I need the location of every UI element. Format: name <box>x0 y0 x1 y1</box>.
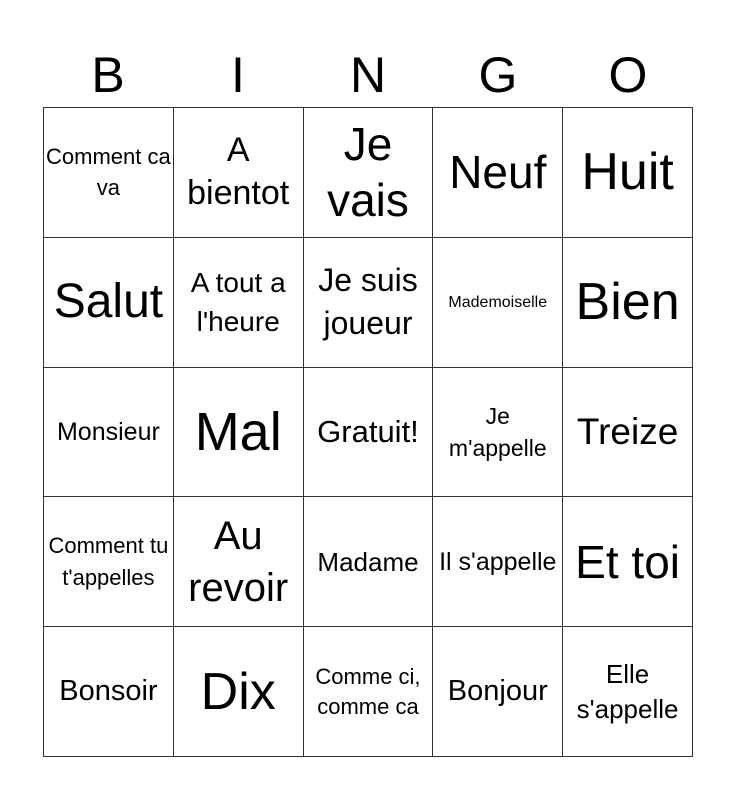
cell-text: Bien <box>575 273 680 332</box>
cell-text: Et toi <box>575 535 680 588</box>
header-letter-g: G <box>478 47 518 103</box>
bingo-cell <box>174 627 304 757</box>
bingo-header <box>43 44 693 106</box>
cell-text: Huit <box>581 143 674 202</box>
cell-text: Au revoir <box>188 513 289 610</box>
bingo-cell <box>174 238 304 368</box>
bingo-cell <box>563 368 693 498</box>
cell-text: Il s'appelle <box>439 547 557 576</box>
cell-text: Bonjour <box>447 675 548 708</box>
cell-text: Gratuit! <box>317 413 419 449</box>
bingo-cell <box>433 627 563 757</box>
bingo-cell <box>174 497 304 627</box>
bingo-cell <box>563 238 693 368</box>
cell-text: Dix <box>200 662 276 721</box>
cell-text: Je vais <box>327 118 409 227</box>
cell-text: Comment ca va <box>46 144 171 201</box>
cell-text: Je suis joueur <box>318 262 418 342</box>
cell-text: Je m'appelle <box>448 402 547 461</box>
bingo-cell <box>304 627 434 757</box>
cell-text: A bientot <box>187 131 290 213</box>
cell-text: A tout a l'heure <box>190 267 286 338</box>
bingo-cell <box>433 108 563 238</box>
bingo-cell <box>44 238 174 368</box>
bingo-grid <box>43 107 693 757</box>
bingo-cell <box>174 368 304 498</box>
cell-text: Treize <box>576 410 679 452</box>
cell-text: Salut <box>53 275 164 329</box>
header-letter-i: I <box>231 47 245 103</box>
cell-text: Madame <box>317 546 419 577</box>
bingo-cell <box>304 368 434 498</box>
bingo-cell <box>44 497 174 627</box>
bingo-cell <box>304 238 434 368</box>
bingo-cell <box>563 108 693 238</box>
header-letter-b: B <box>91 47 125 103</box>
cell-text: Bonsoir <box>59 675 158 708</box>
bingo-cell <box>304 108 434 238</box>
bingo-cell <box>433 497 563 627</box>
cell-text: Elle s'appelle <box>576 658 679 724</box>
bingo-cell <box>304 497 434 627</box>
cell-text: Comme ci, comme ca <box>315 663 421 719</box>
header-letter-o: O <box>608 47 648 103</box>
bingo-cell <box>44 368 174 498</box>
header-letter-n: N <box>349 47 387 103</box>
bingo-cell <box>433 368 563 498</box>
bingo-cell <box>174 108 304 238</box>
cell-text: Neuf <box>449 146 547 199</box>
cell-text: Mal <box>194 401 282 462</box>
bingo-cell <box>44 627 174 757</box>
bingo-cell <box>44 108 174 238</box>
bingo-cell <box>433 238 563 368</box>
cell-text: Mademoiselle <box>448 293 548 311</box>
bingo-cell <box>563 497 693 627</box>
cell-text: Monsieur <box>56 417 160 446</box>
bingo-cell <box>563 627 693 757</box>
cell-text: Comment tu t'appelles <box>48 532 169 590</box>
